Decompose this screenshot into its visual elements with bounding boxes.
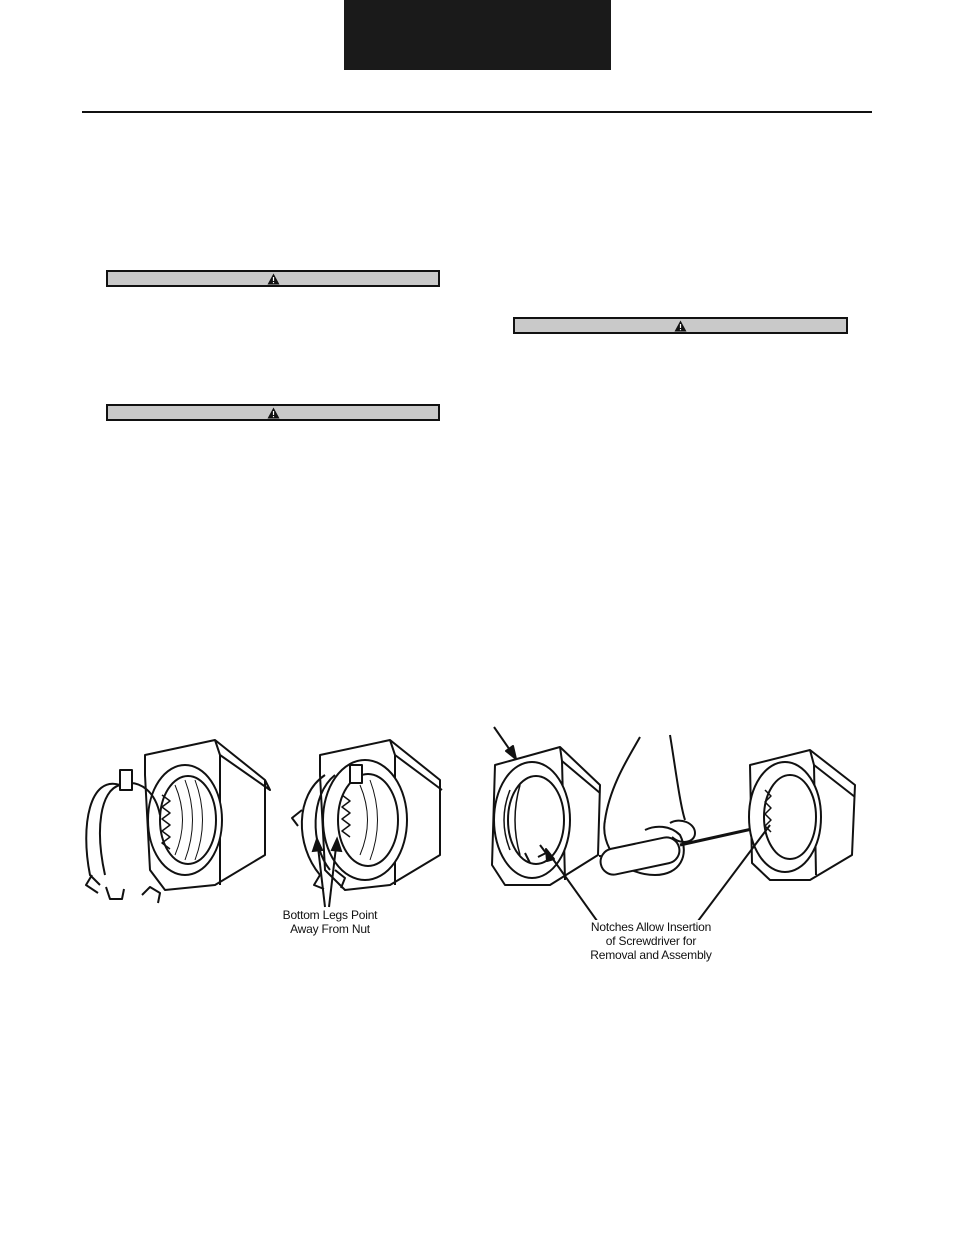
bottom-legs-caption-line2: Away From Nut <box>290 922 370 936</box>
bottom-legs-arrows <box>300 835 360 910</box>
nut-retainer-illustration-left <box>80 735 460 915</box>
warning-triangle-icon <box>674 320 687 332</box>
notches-caption-line1: Notches Allow Insertion <box>590 920 712 934</box>
warning-bar-3 <box>513 317 848 334</box>
warning-bar-2 <box>106 404 440 421</box>
nut-screwdriver-illustration-right <box>480 725 870 920</box>
warning-bar-1 <box>106 270 440 287</box>
notches-caption-line3: Removal and Assembly <box>590 948 712 962</box>
notches-caption <box>570 920 732 962</box>
bottom-legs-caption <box>268 908 392 936</box>
notches-caption-line2: of Screwdriver for <box>605 934 697 948</box>
header-block <box>344 0 611 70</box>
bottom-legs-caption-line1: Bottom Legs Point <box>282 908 378 922</box>
warning-triangle-icon <box>267 407 280 419</box>
warning-triangle-icon <box>267 273 280 285</box>
header-rule <box>82 111 872 113</box>
